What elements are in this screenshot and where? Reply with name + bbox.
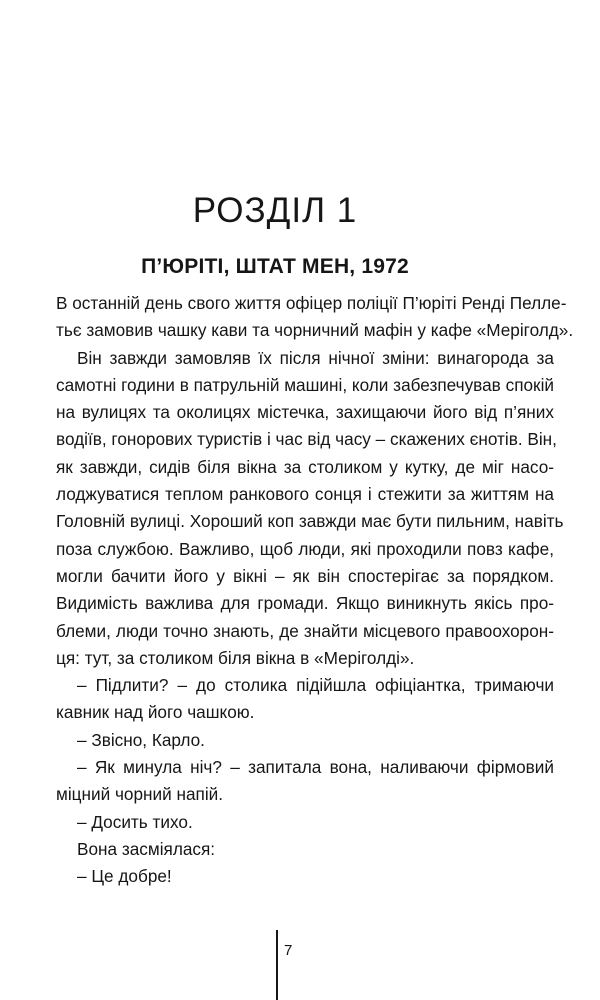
text-line: як завжди, сидів біля вікна за столиком у кутку, де міг насо- (56, 456, 554, 477)
text-line: Він завжди замовляв їх після нічної зміни: винагорода за (77, 347, 554, 368)
text-line: кавник над його чашкою. (56, 702, 255, 723)
text-line: Головній вулиці. Хороший коп завжди має бути пильним, навіть (56, 511, 564, 532)
text-line: могли бачити його у вікні – як він спостерігає за порядком. (56, 565, 554, 586)
body-text (56, 290, 574, 891)
text-line: Видимість важлива для громади. Якщо виникнуть якісь про- (56, 593, 554, 614)
text-line: – Як минула ніч? – запитала вона, наливаючи фірмовий (77, 757, 554, 778)
text-line: водіїв, гонорових туристів і час від часу – скажених єнотів. Він, (56, 429, 557, 450)
text-line: – Досить тихо. (77, 811, 193, 832)
chapter-title: РОЗДІЛ 1 (192, 191, 358, 231)
text-line: В останній день свого життя офіцер поліції П’юріті Ренді Пелле- (56, 293, 567, 313)
text-line: тьє замовив чашку кави та чорничний мафін у кафе «Меріголд». (56, 320, 574, 341)
text-line: – Звісно, Карло. (77, 729, 205, 750)
text-line: – Це добре! (77, 866, 172, 887)
chapter-subtitle: П’ЮРІТІ, ШТАТ МЕН, 1972 (141, 255, 409, 279)
page-number: 7 (284, 942, 293, 959)
text-line: на вулицях та околицях містечка, захищаючи його від п’яних (56, 402, 554, 423)
text-line: лоджуватися теплом ранкового сонця і стежити за життям на (56, 484, 554, 505)
page-number-rule (276, 930, 278, 1000)
text-line: Вона засміялася: (77, 838, 216, 859)
text-line: поза службою. Важливо, щоб люди, які проходили повз кафе, (56, 538, 554, 559)
text-line: ця: тут, за столиком біля вікна в «Меріголді». (56, 647, 415, 668)
text-line: самотні години в патрульній машині, коли забезпечував спокій (56, 374, 554, 395)
text-line: блеми, люди точно знають, де знайти місцевого правоохорон- (56, 620, 554, 641)
text-line: – Підлити? – до столика підійшла офіціантка, тримаючи (77, 675, 554, 696)
text-line: міцний чорний напій. (56, 784, 224, 805)
